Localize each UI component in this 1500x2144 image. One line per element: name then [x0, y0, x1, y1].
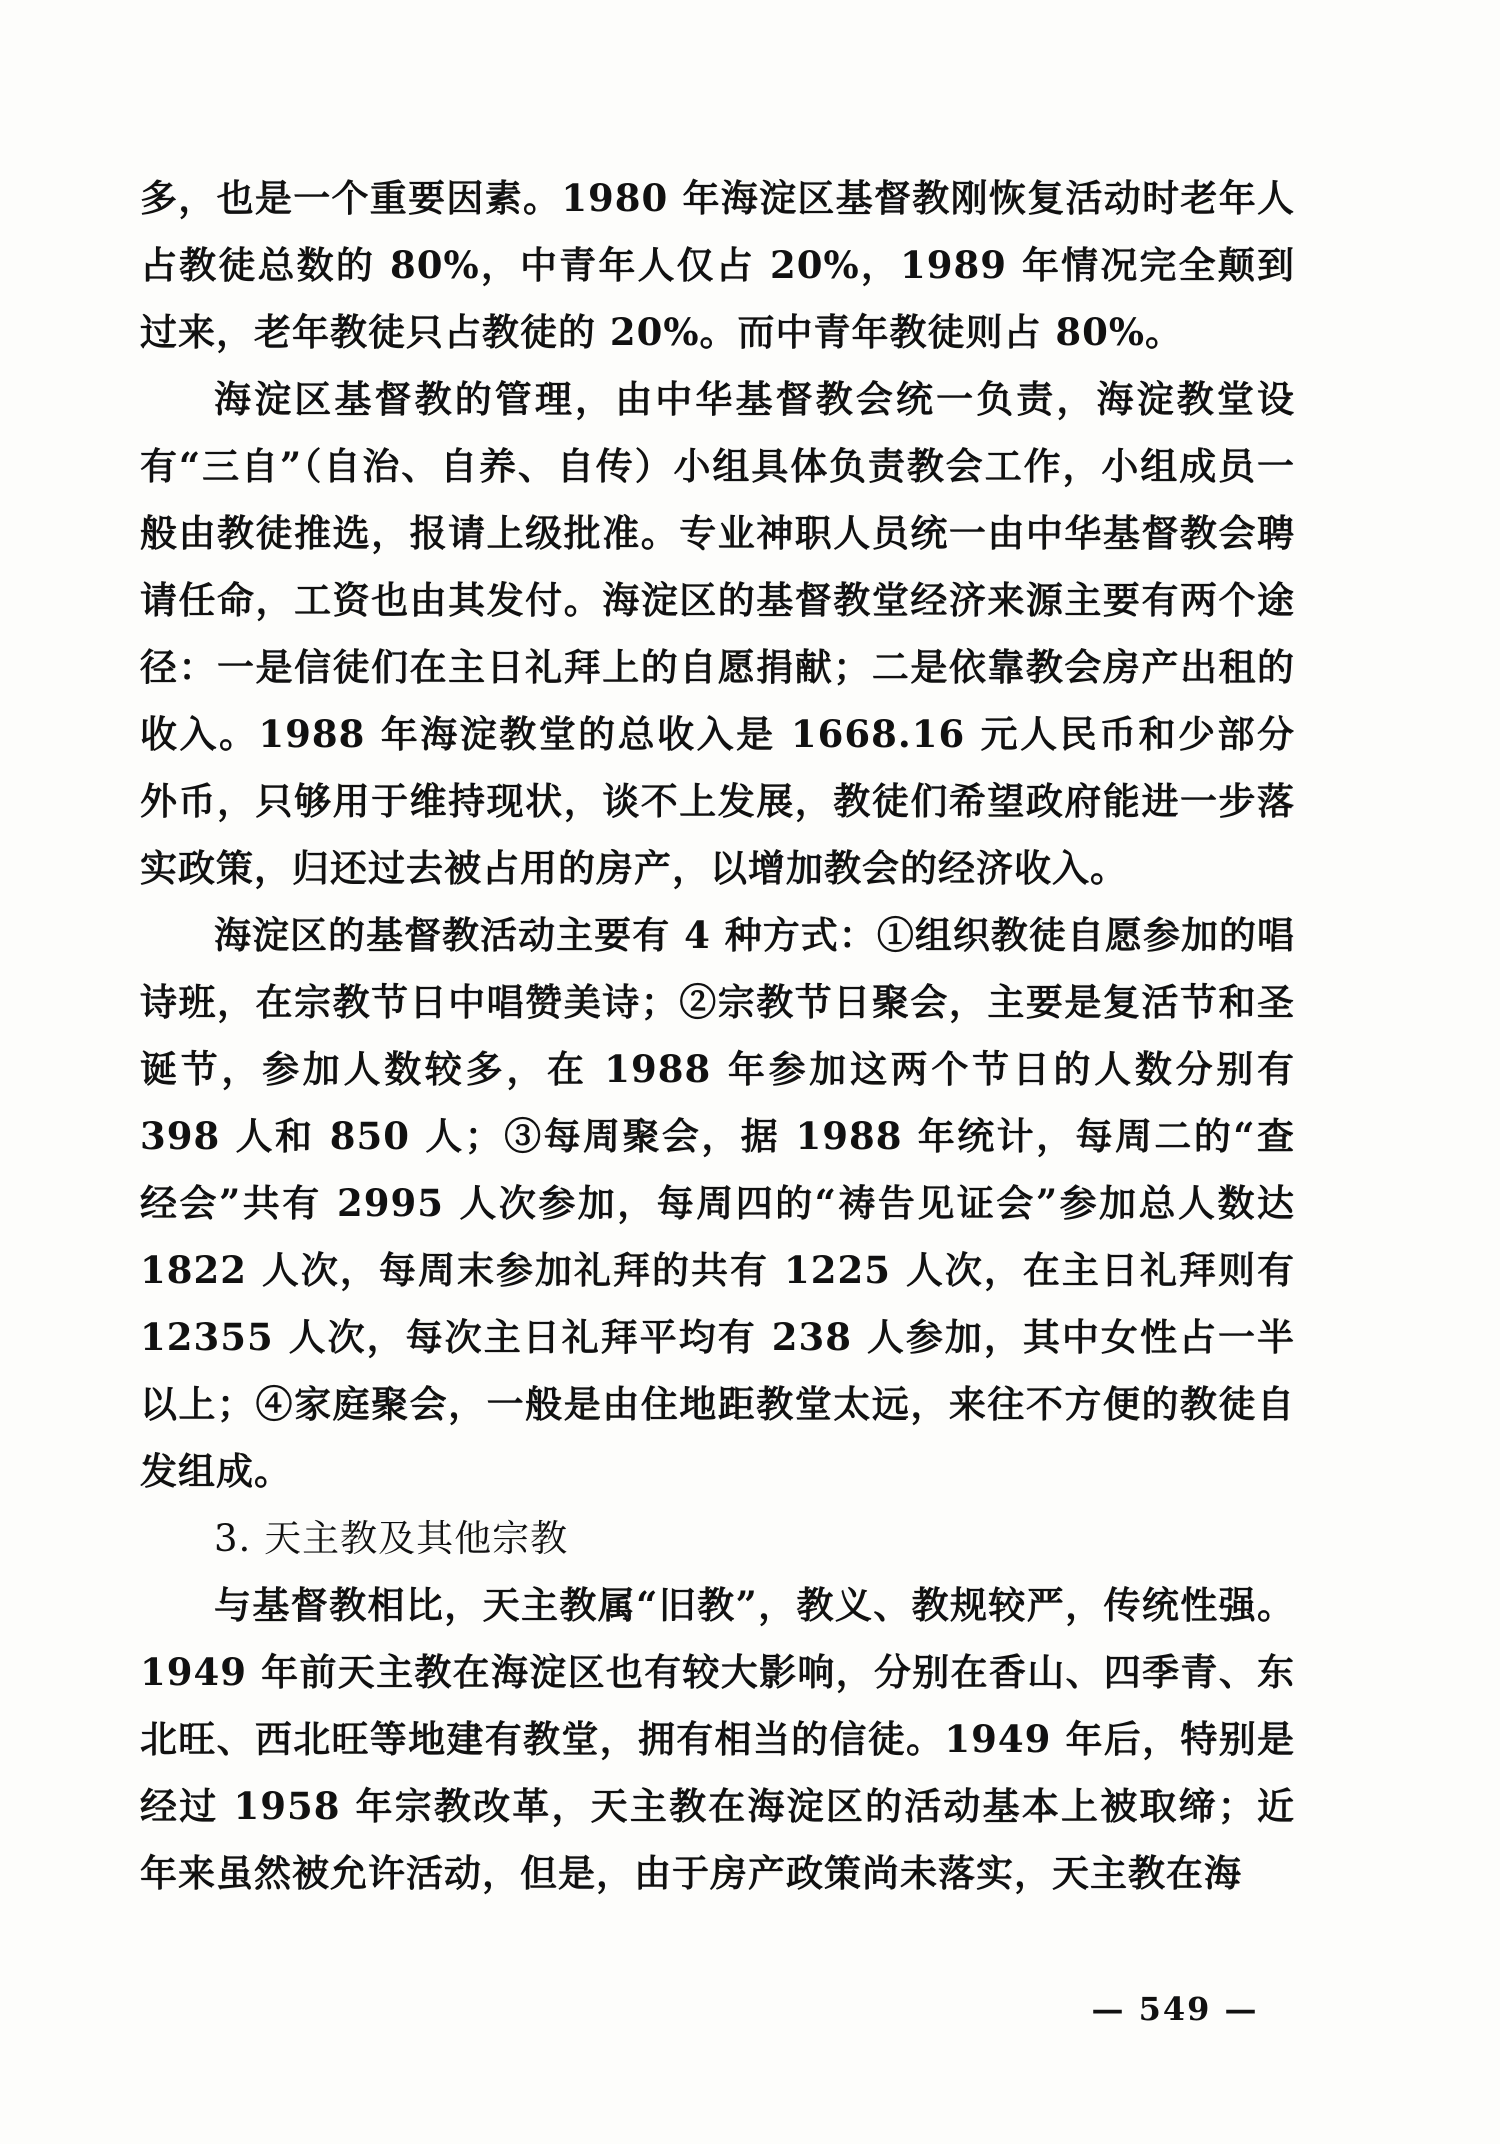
section-paragraph: 与基督教相比，天主教属“旧教”，教义、教规较严，传统性强。1949 年前天主教在海淀区也有较大影响，分别在香山、四季青、东北旺、西北旺等地建有教堂，拥有相当的信徒。1949 年后，特别是经过 1958 年宗教改革，天主教在海淀区的活动基本上被取缔；近年来虽然被允许活动，但是，由于房产政策尚未落实，天主教在海 — [140, 1583, 1295, 1895]
paragraph-1: 多，也是一个重要因素。1980 年海淀区基督教刚恢复活动时老年人占教徒总数的 80%，中青年人仅占 20%，1989 年情况完全颠到过来，老年教徒只占教徒的 20%。而中青年教徒则占 80%。 — [140, 176, 1295, 354]
body-text — [140, 165, 1295, 1907]
section-heading: 3. 天主教及其他宗教 — [214, 1517, 569, 1560]
paragraph-3: 海淀区的基督教活动主要有 4 种方式：①组织教徒自愿参加的唱诗班，在宗教节日中唱赞美诗；②宗教节日聚会，主要是复活节和圣诞节，参加人数较多，在 1988 年参加这两个节日的人数分别有 398 人和 850 人；③每周聚会，据 1988 年统计，每周二的“查经会”共有 2995 人次参加，每周四的“祷告见证会”参加总人数达 1822 人次，每周末参加礼拜的共有 1225 人次，在主日礼拜则有 12355 人次，每次主日礼拜平均有 238 人参加，其中女性占一半以上；④家庭聚会，一般是由住地距教堂太远，来往不方便的教徒自发组成。 — [140, 913, 1295, 1493]
page-number: — 549 — — [1091, 1990, 1259, 2028]
paragraph-2: 海淀区基督教的管理，由中华基督教会统一负责，海淀教堂设有“三自”（自治、自养、自传）小组具体负责教会工作，小组成员一般由教徒推选，报请上级批准。专业神职人员统一由中华基督教会聘请任命，工资也由其发付。海淀区的基督教堂经济来源主要有两个途径：一是信徒们在主日礼拜上的自愿捐献；二是依靠教会房产出租的收入。1988 年海淀教堂的总收入是 1668.16 元人民币和少部分外币，只够用于维持现状，谈不上发展，教徒们希望政府能进一步落实政策，归还过去被占用的房产，以增加教会的经济收入。 — [140, 377, 1295, 890]
